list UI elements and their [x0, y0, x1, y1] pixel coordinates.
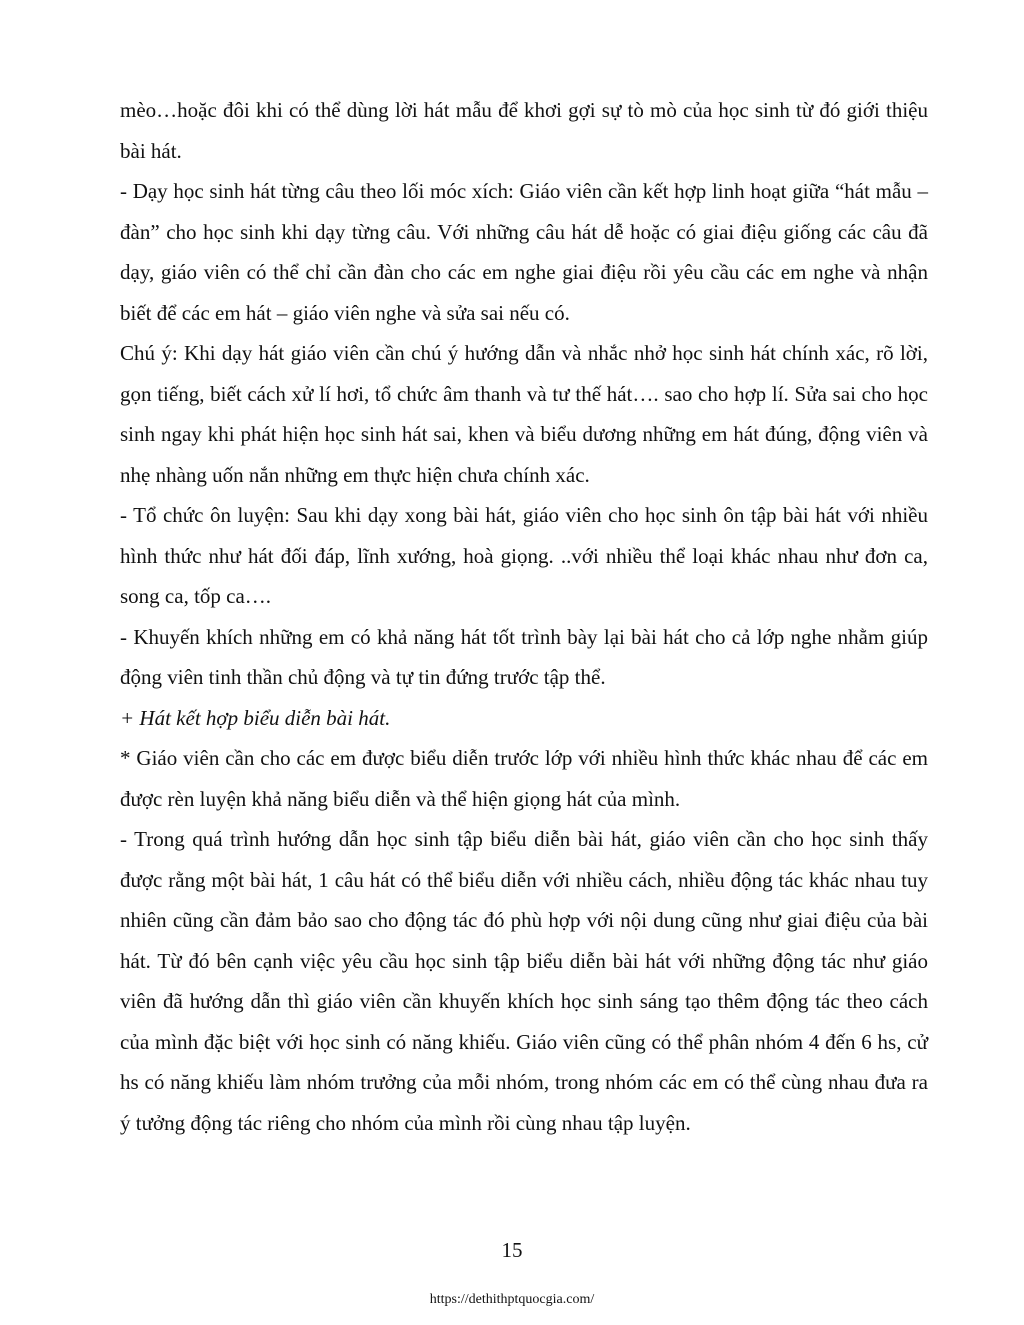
page-number: 15	[501, 1238, 523, 1262]
body-text	[120, 90, 928, 1143]
paragraph-note: Chú ý: Khi dạy hát giáo viên cần chú ý hướng dẫn và nhắc nhở học sinh hát chính xác, rõ lời, gọn tiếng, biết cách xử lí hơi, tổ chức âm thanh và tư thế hát…. sao cho hợp lí. Sửa sai cho học sinh ngay khi phát hiện học sinh hát sai, khen và biểu dương những em hát đúng, động viên và nhẹ nhàng uốn nắn những em thực hiện chưa chính xác.	[120, 341, 928, 487]
footer-url: https://dethithptquocgia.com/	[429, 1292, 595, 1307]
paragraph-perform-in-class: * Giáo viên cần cho các em được biểu diễn trước lớp với nhiều hình thức khác nhau để các em được rèn luyện khả năng biểu diễn và thể hiện giọng hát của mình.	[120, 746, 928, 811]
section-heading-performance: + Hát kết hợp biểu diễn bài hát.	[120, 705, 391, 730]
paragraph-guide-performance: - Trong quá trình hướng dẫn học sinh tập biểu diễn bài hát, giáo viên cần cho học sinh thấy được rằng một bài hát, 1 câu hát có thể biểu diễn với nhiều cách, nhiều động tác khác nhau tuy nhiên cũng cần đảm bảo sao cho động tác đó phù hợp với nội dung cũng như giai điệu của bài hát. Từ đó bên cạnh việc yêu cầu học sinh tập biểu diễn bài hát với những động tác như giáo viên đã hướng dẫn thì giáo viên cần khuyến khích học sinh sáng tạo thêm động tác theo cách của mình đặc biệt với học sinh có năng khiếu. Giáo viên cũng có thể phân nhóm 4 đến 6 hs, cử hs có năng khiếu làm nhóm trưởng của mỗi nhóm, trong nhóm các em có thể cùng nhau đưa ra ý tưởng động tác riêng cho nhóm của mình rồi cùng nhau tập luyện.	[120, 827, 928, 1135]
paragraph-encourage: - Khuyến khích những em có khả năng hát tốt trình bày lại bài hát cho cả lớp nghe nhằm giúp động viên tinh thần chủ động và tự tin đứng trước tập thể.	[120, 624, 928, 689]
paragraph-teach-by-phrase: - Dạy học sinh hát từng câu theo lối móc xích: Giáo viên cần kết hợp linh hoạt giữa “hát mẫu – đàn” cho học sinh khi dạy từng câu. Với những câu hát dễ hoặc có giai điệu giống các câu đã dạy, giáo viên có thể chỉ cần đàn cho các em nghe giai điệu rồi yêu cầu các em nghe và nhận biết để các em hát – giáo viên nghe và sửa sai nếu có.	[120, 179, 928, 325]
paragraph-review: - Tổ chức ôn luyện: Sau khi dạy xong bài hát, giáo viên cho học sinh ôn tập bài hát với nhiều hình thức như hát đối đáp, lĩnh xướng, hoà giọng. ..với nhiều thể loại khác nhau như đơn ca, song ca, tốp ca….	[120, 503, 928, 608]
paragraph-intro: mèo…hoặc đôi khi có thể dùng lời hát mẫu để khơi gợi sự tò mò của học sinh từ đó giới thiệu bài hát.	[120, 98, 928, 163]
